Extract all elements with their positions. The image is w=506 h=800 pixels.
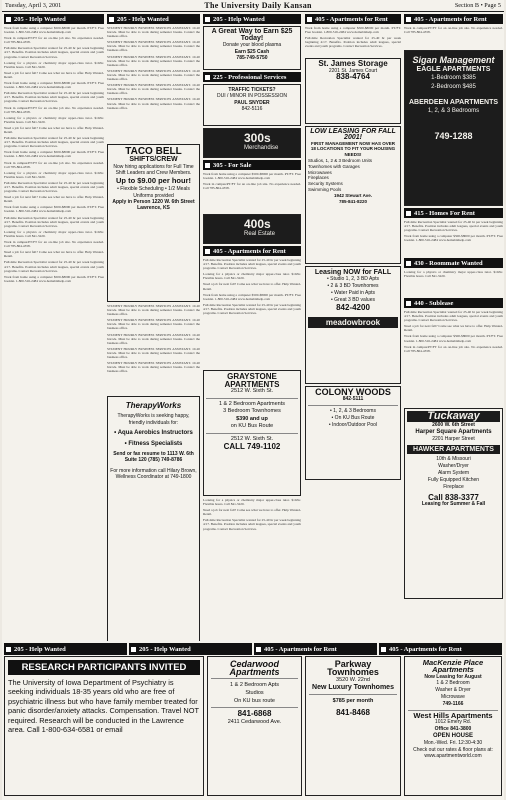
ad-phone: 785-841-8220 [338,198,368,204]
ad-text: Looking for a physics or chemistry major upper-class tutor. $10/hr. Flexible hours. Call 841-3220. [203,272,301,281]
classified-text [404,220,503,258]
ad-address: 2201 St. James Court [328,67,378,74]
ad-headline: St. James Storage [318,59,388,68]
ad-text: STUDENT HOURLY BUSINESS SERVICES ASSISTANT. 10-20 hrs/wk. Must be able to work during semester breaks. Contact the business office. [107,97,200,110]
ad-text: Work in campus/PT/FT for an on-line job site. No experience needed. Call 785-864-4358. [203,182,301,191]
column-4 [305,14,401,641]
ad-text: Work from home using a computer $500-$8000 per month. PT/FT. Free booklet. 1-800-516-2484 www.homebizhelp.com [404,334,503,343]
ad-address: 2512 W. Sixth St. [230,435,274,442]
ad-text: Work from home using a computer $500-$8000 per month. PT/FT. Free booklet. 1-800-516-2484 www.homebizhelp.com [4,81,104,90]
ad-text: STUDENT HOURLY BUSINESS SERVICES ASSISTANT. 10-20 hrs/wk. Must be able to work during semester breaks. Contact the business office. [107,304,200,317]
ad-phone: 841-6868 [237,709,272,718]
ad-headline: MacKenzie Place Apartments [422,658,484,674]
ad-text: 2-Bedroom $485 [431,84,476,90]
ad-text: 10th & Missouri [436,456,471,462]
ad-text: Work in campus/PT/FT for an on-line job site. No experience needed. Call 785-864-4358. [4,160,104,169]
ad-text: Work from home using a computer $500-$8000 per month. PT/FT. Free booklet. 1-800-516-2484 www.homebizhelp.com [4,205,104,214]
ad-text: Studios [245,690,264,696]
ad-text: Work from home using a computer $500-$8000 per month. PT/FT. Free booklet. 1-800-516-2484 www.homebizhelp.com [203,172,301,181]
ad-text: Work from home using a computer $500-$8000 per month. PT/FT. Free booklet. 1-800-516-2484 www.homebizhelp.com [4,150,104,159]
ad-text: • 1, 2, & 3 Bedrooms [330,408,376,414]
ad-text: Full-time Recreation Specialist wanted for 25-40 hr per week beginning 4/17. Benefits. Position includes adult leagues, special events and youth programs. Contact Recreation Services. [4,260,104,273]
merchandise-banner [203,128,301,158]
column-2 [107,14,200,641]
ad-text: Looking for a physics or chemistry major upper-class tutor. $10/hr. Flexible hours. Call 841-3220. [4,60,104,69]
ad-text: Send or fax resume to 1113 W. 6th Suite 120 (785) 749-8786 [113,451,194,464]
banner-number: 300s [244,131,271,145]
ad-text: STUDENT HOURLY BUSINESS SERVICES ASSISTANT. 10-20 hrs/wk. Must be able to work during semester breaks. Contact the business office. [107,332,200,345]
classified-text [404,26,503,48]
ad-text: Work from home using a computer $500-$8000 per month. PT/FT. Free booklet. 1-800-516-2484 www.homebizhelp.com [4,26,104,35]
ad-subhead: New Luxury Townhomes [312,684,394,691]
classified-text [404,310,503,406]
therapyworks-ad [107,396,200,641]
column-3 [203,14,301,641]
ad-text: 1 & 2 Bedroom Apartments [218,400,286,407]
ad-headline: SHIFTS/CREW [129,156,178,164]
section-heading: 405 - Apartments for Rent [414,15,487,23]
ad-text: Looking for a physics or chemistry major upper-class tutor. $10/hr. Flexible hours. Call 841-3220. [203,498,301,507]
ad-text: Full-time Recreation Specialist wanted for 25-40 hr per week beginning 4/17. Benefits. Position includes adult leagues, special events and youth programs. Contact Recreation Services. [4,91,104,104]
masthead-title: The University Daily Kansan [204,1,312,10]
ad-text: Work in campus/PT/FT for an on-line job site. No experience needed. Call 785-864-4358. [4,36,104,45]
section-heading: 205 - Help Wanted [139,645,191,653]
section-heading: 405 - Apartments for Rent [389,645,462,653]
ad-text: Alarm System [437,470,470,476]
ad-text: STUDENT HOURLY BUSINESS SERVICES ASSISTANT. 10-20 hrs/wk. Must be able to work during semester breaks. Contact the business office. [107,54,200,67]
ad-text: STUDENT HOURLY BUSINESS SERVICES ASSISTANT. 10-20 hrs/wk. Must be able to work during semester breaks. Contact the business office. [107,346,200,360]
tuckaway-ad [404,408,503,599]
ad-list-item: Fireplaces [308,175,329,181]
ad-phone: Office 841-3800 [434,726,472,733]
ad-text: Now hiring applications for Full Time Shift Leaders and Crew Members. [113,163,194,176]
ad-text: Need a job for next fall? Come see what we have to offer. Help Wanted-Retail. [203,508,301,517]
ad-text: • Water Paid in Apts [330,290,376,296]
ad-list-item: Microwave [441,693,465,700]
ad-subhead: Now Leasing for August [424,673,482,680]
lorimar-ad [305,266,401,384]
ad-text: Work from home using a computer $500-$8000 per month. PT/FT. Free booklet. 1-800-516-2484 www.homebizhelp.com [4,274,104,283]
ad-list-item: Security Systems [308,181,343,187]
section-bar [203,72,301,82]
ad-headline: Cedarwood Apartments [229,659,280,677]
section-bar [129,643,252,655]
ad-text: STUDENT HOURLY BUSINESS SERVICES ASSISTANT. 10-20 hrs/wk. Must be able to work during semester breaks. Contact the business office. [107,318,200,331]
ad-text: Need a job for next fall? Come see what we have to offer. Help Wanted-Retail. [203,282,301,291]
header-date: Tuesday, April 3, 2001 [5,2,62,9]
section-bar [404,208,503,218]
ad-list-item: Microwaves [308,169,332,175]
bottom-section-bars [4,643,502,655]
ad-price: $785 per month [332,698,374,704]
ad-headline: A Great Way to Earn $25 Today! [211,28,293,42]
ad-address: 2201 Harper Street [432,436,475,442]
banner-number: 400s [244,217,271,231]
ad-text: Need a job for next fall? Come see what we have to offer. Help Wanted-Retail. [4,70,104,79]
ad-text: TherapyWorks is seeking happy, friendly individuals for: [117,413,190,426]
therapyworks-logo: TherapyWorks [125,401,182,410]
classified-text [203,172,301,212]
ad-text: Mon.-Wed. Fri. 12:30-4:30 [423,739,483,746]
ad-address: 1012 Emery Rd. [434,719,472,726]
ad-address: 1942 Stewart Ave. [334,192,372,198]
st-james-storage-ad [305,58,401,124]
header-section: Section B • Page 5 [454,2,501,9]
ad-text: • Studio 1, 2, 3 BD Apts [326,276,380,282]
section-heading: 305 - For Sale [213,161,252,169]
mackenzie-westhills-ad [404,656,502,796]
ad-text: 1-Bedroom $385 [431,75,476,81]
classified-text [107,304,200,394]
ad-text: Need a job for next fall? Come see what we have to offer. Help Wanted-Retail. [4,195,104,204]
section-heading: 225 - Professional Services [213,73,287,81]
ad-address: 2411 Cedarwood Ave. [227,719,282,725]
first-management-ad [305,126,401,264]
column-1 [4,14,104,641]
ad-list-item: 1 & 2 Bedroom [436,680,470,687]
column-5 [404,14,503,641]
ad-headline: LOW LEASING FOR FALL 2001! [310,128,396,141]
meadowbrook-logo: meadowbrook [308,317,398,328]
ad-text: Full-time Recreation Specialist wanted for 25-40 hr per week beginning 4/17. Benefits. Position includes adult leagues, special events and youth programs. Contact Recreation Services. [404,220,503,233]
ad-text: on KU Bus Route [230,423,274,429]
parkway-townhomes-ad [305,656,401,796]
classified-text [203,498,301,558]
section-heading: 405 - Apartments for Rent [264,645,337,653]
ad-subhead: ABERDEEN APARTMENTS [408,99,499,106]
ad-text: For more information call Hilary Brown, Wellness Coordinator at 749-1800 [110,467,197,481]
section-heading: 430 - Roommate Wanted [414,259,483,267]
classified-text [305,26,401,56]
ad-text: • Indoor/Outdoor Pool [328,422,378,428]
banner-label: Real Estate [244,231,276,237]
ad-text: Need a job for next fall? Come see what we have to offer. Help Wanted-Retail. [404,324,503,333]
ad-headline: GRAYSTONE APARTMENTS [224,372,280,389]
ad-headline: COLONY WOODS [315,387,391,397]
ad-text: Looking for a physics or chemistry major upper-class tutor. $10/hr. Flexible hours. Call 841-3220. [4,229,104,238]
ad-phone: CALL 749-1102 [223,442,281,451]
ad-text: STUDENT HOURLY BUSINESS SERVICES ASSISTANT. 10-20 hrs/wk. Must be able to work during semester breaks. Contact the business office. [107,26,200,39]
section-heading: 205 - Help Wanted [14,645,66,653]
ad-text: • On KU Bus Route [331,415,375,421]
open-house-heading: OPEN HOUSE [432,732,473,739]
ad-headline: Sigan Management [412,55,495,65]
ad-address: 2600 W. 6th Street [432,422,475,428]
ad-text: • Great 3 BD values [331,297,375,303]
ad-phone: 842-5111 [342,396,364,402]
ad-text: Looking for a physics or chemistry major upper-class tutor. $10/hr. Flexible hours. Call 841-3220. [4,115,104,124]
ad-text: Work in campus/PT/FT for an on-line job site. No experience needed. Call 785-864-4358. [404,344,503,353]
section-heading: 405 - Apartments for Rent [213,247,286,255]
graystone-ad [203,370,301,496]
ad-text: Washer/Dryer [438,463,469,469]
ad-subhead: Harper Square Apartments [415,429,492,435]
ad-headline: West Hills Apartments [413,710,493,720]
ad-text: FIRST MANAGEMENT NOW HAS OVER 18 LOCATIONS TO FIT YOUR HOUSING NEEDS! [310,140,396,158]
ad-text: Full-time Recreation Specialist wanted for 25-40 hr per week beginning 4/17. Benefits. Position includes adult leagues, special events and youth programs. Contact Recreation Services. [4,136,104,149]
ad-text: DUI / MINOR IN POSSESSION [216,93,287,100]
ad-text: $390 and up [236,415,268,422]
section-bar [107,14,200,24]
ad-text: STUDENT HOURLY BUSINESS SERVICES ASSISTANT. 10-20 hrs/wk. Must be able to work during semester breaks. Contact the business office. [107,68,200,82]
ad-list-item: Townhomes with Garages [308,163,360,169]
ad-text: Full-time Recreation Specialist wanted for 25-40 hr per week beginning 4/17. Benefits. Position includes adult leagues, special events and youth programs. Contact Recreation Services. [203,518,301,531]
section-bar [404,258,503,268]
traffic-tickets-ad [203,84,301,126]
cedarwood-ad [207,656,302,796]
ad-text: Full-time Recreation Specialist wanted for 25-40 hr per week beginning 4/17. Benefits. Position includes adult leagues, special events and youth programs. Contact Recreation Services. [203,258,301,271]
research-title: RESEARCH PARTICIPANTS INVITED [8,660,200,675]
section-bar [203,14,301,24]
section-bar [4,14,104,24]
ad-text: Full-time Recreation Specialist wanted for 25-40 hr per week beginning 4/17. Benefits. Position includes adult leagues, special events and youth programs. Contact Recreation Services. [4,46,104,59]
ad-subhead: EAGLE APARTMENTS [416,66,491,73]
ad-address: 2512 W. Sixth St. [230,388,274,394]
ad-text: Work from home using a computer $500-$8000 per month. PT/FT. Free booklet. 1-800-516-2484 www.homebizhelp.com [404,234,503,243]
colony-woods-ad [305,386,401,480]
ad-text: Work from home using a computer $500-$8000 per month. PT/FT. Free booklet. 1-800-516-2484 www.homebizhelp.com [203,292,301,301]
ad-text: PAUL SNYDER [234,99,270,106]
section-bar [4,643,127,655]
ad-text: STUDENT HOURLY BUSINESS SERVICES ASSISTANT. 10-20 hrs/wk. Must be able to work during semester breaks. Contact the business office. [107,361,200,374]
ad-phone: 838-4764 [336,72,370,81]
ad-text: Need a job for next fall? Come see what we have to offer. Help Wanted-Retail. [4,125,104,134]
ad-headline: Leasing NOW for FALL [314,269,392,276]
sigan-management-ad [404,50,503,206]
tuckaway-logo: Tuckaway [407,411,500,422]
ad-position: • Fitness Specialists [124,440,183,447]
ad-text: Fireplace [443,484,464,490]
ad-phone: 842-4200 [336,303,370,312]
hawker-logo: HAWKER APARTMENTS [407,445,500,454]
real-estate-banner [203,214,301,244]
ad-text: Looking for a physics or chemistry major upper-class tutor. $10/hr. Flexible hours. Call 841-3220. [404,270,503,279]
ad-text: Full-time Recreation Specialist wanted for 25-40 hr per week beginning 4/17. Benefits. Position includes adult leagues, special events and youth programs. Contact Recreation Services. [404,310,503,323]
classified-text [404,270,503,298]
ad-text: Full-time Recreation Specialist wanted for 25-40 hr per week beginning 4/17. Benefits. Position includes adult leagues, special events and youth programs. Contact Recreation Services. [203,302,301,316]
ad-position: • Aqua Aerobics Instructors [114,430,193,437]
ad-url[interactable]: Check out our rates & floor plans at: www.apartmentworld.com [413,746,493,760]
ad-text: Looking for a physics or chemistry major upper-class tutor. $10/hr. Flexible hours. Call 841-3220. [4,170,104,179]
ad-text: Leasing for Summer & Fall [421,501,486,507]
classified-text [203,258,301,368]
ad-phone: 749-1166 [442,700,464,707]
ad-phone: 785-749-5750 [236,55,268,61]
section-heading: 205 - Help Wanted [14,15,66,23]
banner-label: Merchandise [244,145,279,151]
section-bar [203,246,301,256]
ad-text: Work in campus/PT/FT for an on-line job site. No experience needed. Call 785-864-4358. [404,26,503,35]
taco-bell-ad [107,144,200,302]
newspaper-page [2,0,504,800]
section-heading: 405 - Apartments for Rent [315,15,388,23]
ad-text: Full-time Recreation Specialist wanted for 25-40 hr per week beginning 4/17. Benefits. Position includes adult leagues, special events and youth programs. Contact Recreation Services. [305,36,401,49]
section-heading: 440 - Sublease [414,299,454,307]
ad-text: • 2 & 3 BD Townhomes [327,283,379,289]
ad-headline: TRAFFIC TICKETS? [228,87,276,93]
ad-address: 3520 W. 22nd [336,677,370,683]
section-bar [379,643,502,655]
ad-address: Apply in Person 1220 W. 6th Street Lawrence, KS [112,199,195,212]
classified-text [4,26,104,283]
section-heading: 205 - Help Wanted [117,15,169,23]
ad-wage: Up to $9.00 per hour! [115,176,191,186]
section-bar [404,14,503,24]
ad-text: Fully Equipped Kitchen [427,477,480,483]
ad-text: Earn $25 Cash [234,48,270,55]
ad-list-item: Washer & Dryer [435,687,471,694]
ad-text: STUDENT HOURLY BUSINESS SERVICES ASSISTANT. 10-20 hrs/wk. Must be able to work during semester breaks. Contact the business office. [107,83,200,96]
page-header [2,0,504,12]
ad-text: 1, 2, & 3 Bedrooms [427,108,480,114]
ad-phone: 842-5116 [241,105,263,112]
section-heading: 205 - Help Wanted [213,15,265,23]
plasma-ad [203,26,301,70]
ad-list-item: Studios, 1, 2 & 3 Bedroom Units [308,157,373,163]
section-bar [254,643,377,655]
ad-text: Full-time Recreation Specialist wanted for 25-40 hr per week beginning 4/17. Benefits. Position includes adult leagues, special events and youth programs. Contact Recreation Services. [4,215,104,228]
ad-phone: 841-8468 [336,708,370,717]
classified-text [107,26,200,142]
research-participants-ad [4,656,204,796]
ad-list-item: Swimming Pools [308,186,342,192]
ad-text: • Flexible Scheduling • 1/2 Meals Uniforms provided [117,186,190,199]
research-body: The University of Iowa Department of Psychiatry is seeking individuals 18-35 years old who are free of psychiatric illness but who have family member treated for panic disorder/anxiety attacks. Compensation. Travel NOT required. Research will be conducted in the Lawrence area. Call 1-800-634-6581 or email [8,678,199,735]
ad-text: Work from home using a computer $500-$8000 per month. PT/FT. Free booklet. 1-800-516-2484 www.homebizhelp.com [305,26,401,35]
ad-text: Donate your blood plasma [222,42,282,48]
ad-text: 3 Bedroom Townhomes [223,408,281,414]
section-bar [404,298,503,308]
ad-text: Work in campus/PT/FT for an on-line job site. No experience needed. Call 785-864-4358. [4,240,104,249]
ad-text: STUDENT HOURLY BUSINESS SERVICES ASSISTANT. 10-20 hrs/wk. Must be able to work during semester breaks. Contact the business office. [107,40,200,53]
ad-phone: 749-1288 [434,131,473,141]
ad-text: On KU bus route [234,698,275,704]
ad-text: Need a job for next fall? Come see what we have to offer. Help Wanted-Retail. [4,250,104,259]
ad-phone: Call 838-3377 [428,493,479,502]
ad-text: Work in campus/PT/FT for an on-line job site. No experience needed. Call 785-864-4358. [4,105,104,114]
section-heading: 415 - Homes For Rent [414,209,475,217]
ad-text: Full-time Recreation Specialist wanted for 25-40 hr per week beginning 4/17. Benefits. Position includes adult leagues, special events and youth programs. Contact Recreation Services. [4,180,104,194]
ad-text: 1 & 2 Bedroom Apts [230,682,279,688]
taco-bell-logo: TACO BELL [125,146,182,157]
ad-headline: Parkway Townhomes [327,659,379,677]
section-bar [203,160,301,170]
section-bar [305,14,401,24]
